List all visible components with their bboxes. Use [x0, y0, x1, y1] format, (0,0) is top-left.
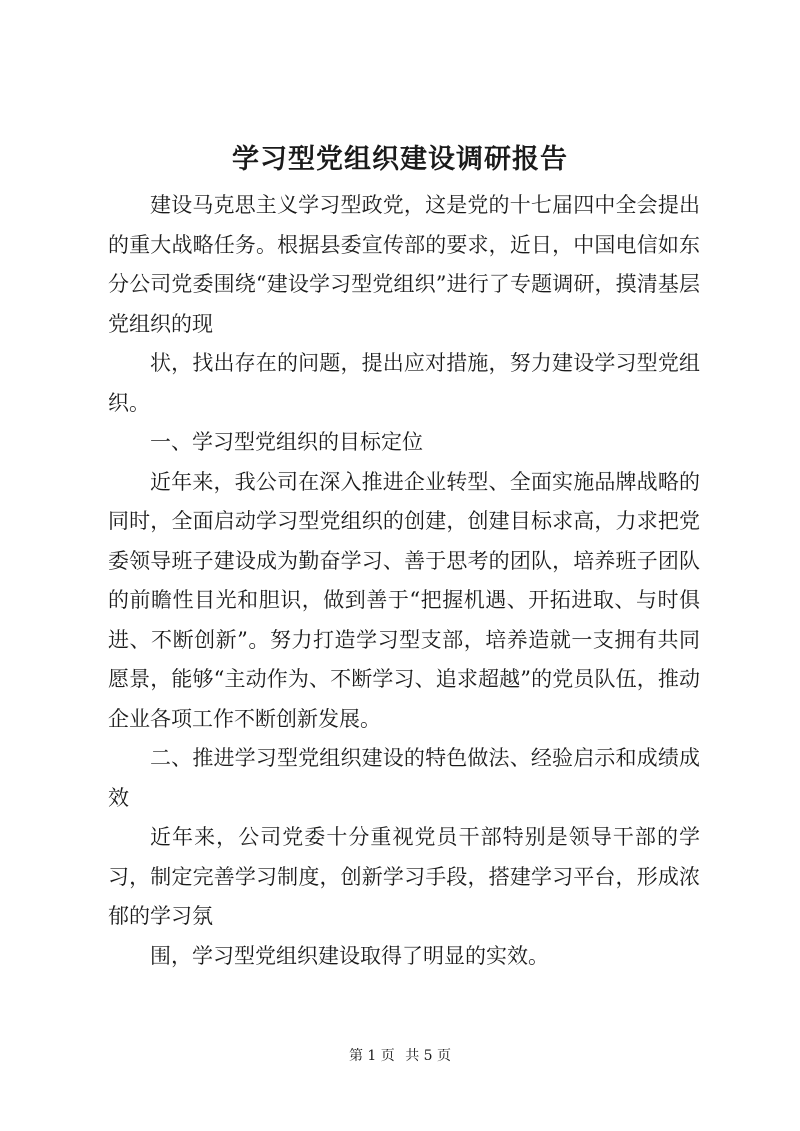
paragraph-intro: 建设马克思主义学习型政党，这是党的十七届四中全会提出的重大战略任务。根据县委宣传部的要求，近日，中国电信如东分公司党委围绕“建设学习型党组织”进行了专题调研，摸清基层党组织的现: [108, 193, 700, 336]
section-heading-2: 二、推进学习型党组织建设的特色做法、经验启示和成绩成效: [108, 746, 700, 810]
section-heading-1: 一、学习型党组织的目标定位: [150, 430, 423, 454]
page-total: 共 5 页: [405, 1048, 452, 1064]
document-body: [108, 186, 700, 976]
document-title: 学习型党组织建设调研报告: [232, 144, 568, 175]
paragraph-section-1: 近年来，我公司在深入推进企业转型、全面实施品牌战略的同时，全面启动学习型党组织的创建，创建目标求高，力求把党委领导班子建设成为勤奋学习、善于思考的团队，培养班子团队的前瞻性目光和胆识，做到善于“把握机遇、开拓进取、与时俱进、不断创新”。努力打造学习型支部，培养造就一支拥有共同愿景，能够“主动作为、不断学习、追求超越”的党员队伍，推动企业各项工作不断创新发展。: [108, 469, 700, 731]
page-footer: [0, 1046, 800, 1066]
paragraph-section-2: 近年来，公司党委十分重视党员干部特别是领导干部的学习，制定完善学习制度，创新学习手段，搭建学习平台，形成浓郁的学习氛: [108, 825, 700, 928]
page-number: 第 1 页: [348, 1048, 395, 1064]
paragraph-section-2-continued: 围，学习型党组织建设取得了明显的实效。: [150, 943, 549, 968]
paragraph-intro-continued: 状，找出存在的问题，提出应对措施，努力建设学习型党组织。: [108, 351, 700, 415]
